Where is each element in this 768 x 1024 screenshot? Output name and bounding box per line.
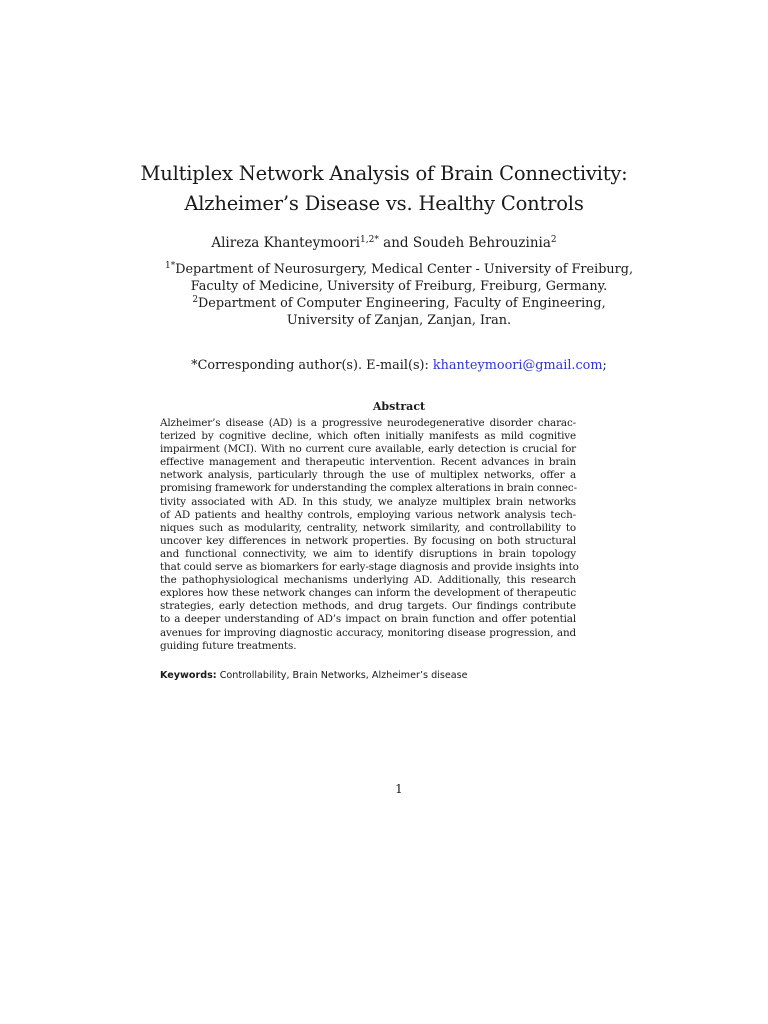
abstract-line: avenues for improving diagnostic accuracy, monitoring disease progression, and (160, 626, 576, 639)
abstract-line: of AD patients and healthy controls, employing various network analysis tech- (160, 508, 576, 521)
affiliation-2-line-2: University of Zanjan, Zanjan, Iran. (286, 313, 512, 328)
affiliation-1-line-2: Faculty of Medicine, University of Freiburg, Freiburg, Germany. (190, 279, 608, 294)
abstract-body (160, 417, 579, 653)
keywords (160, 669, 580, 682)
affiliations (0, 261, 768, 329)
abstract-line: impairment (MCI). With no current cure available, early detection is crucial for (160, 443, 576, 456)
abstract-line: effective management and therapeutic intervention. Recent advances in brain (160, 456, 576, 469)
abstract-line: niques such as modularity, centrality, network similarity, and controllability to (160, 521, 576, 534)
abstract-line: explores how these network changes can inform the development of therapeutic (160, 587, 576, 600)
abstract-line: the pathophysiological mechanisms underlying AD. Additionally, this research (160, 574, 576, 587)
abstract-line: promising framework for understanding the complex alterations in brain connec- (160, 482, 577, 495)
corresponding-suffix: ; (602, 358, 607, 373)
abstract-heading: Abstract (372, 400, 426, 413)
abstract-line: and functional connectivity, we aim to identify disruptions in brain topology (160, 547, 576, 560)
abstract-line: network analysis, particularly through the use of multiplex networks, offer a (160, 469, 576, 482)
abstract-line: uncover key differences in network properties. By focusing on both structural (160, 534, 576, 547)
abstract-line: guiding future treatments. (160, 639, 297, 652)
paper-title (0, 159, 768, 219)
author-list (0, 234, 768, 252)
corresponding-author (0, 357, 768, 374)
author-name-2: Soudeh Behrouzinia (412, 235, 551, 251)
keywords-label: Keywords: (160, 670, 217, 681)
keywords-text: Controllability, Brain Networks, Alzheimer’s disease (216, 670, 468, 681)
abstract-line: terized by cognitive decline, which often initially manifests as mild cognitive (160, 430, 576, 443)
abstract-line: strategies, early detection methods, and drug targets. Our findings contribute (160, 600, 576, 613)
abstract-line: tivity associated with AD. In this study, we analyze multiplex brain networks (160, 495, 576, 508)
author-conjunction: and (378, 235, 413, 251)
author-1-affiliation-marker: 1,2* (360, 235, 379, 245)
corresponding-label: *Corresponding author(s). E-mail(s): (191, 358, 433, 373)
abstract-line: to a deeper understanding of AD’s impact on brain function and offer potential (160, 613, 576, 626)
title-line-1: Multiplex Network Analysis of Brain Connectivity: (140, 162, 628, 185)
abstract-line: that could serve as biomarkers for early-stage diagnosis and provide insights into (160, 561, 579, 574)
email-link[interactable]: khanteymoori@gmail.com (432, 358, 603, 373)
page-number: 1 (395, 782, 403, 796)
affiliation-1-marker: 1* (164, 261, 176, 271)
title-line-2: Alzheimer’s Disease vs. Healthy Controls (184, 192, 584, 215)
affiliation-2-marker: 2 (192, 295, 199, 305)
affiliation-2-text-1: Department of Computer Engineering, Faculty of Engineering, (198, 296, 606, 311)
affiliation-1-text-1: Department of Neurosurgery, Medical Center - University of Freiburg, (175, 262, 634, 277)
author-2-affiliation-marker: 2 (550, 235, 557, 245)
affiliation-2-line-1 (30, 295, 768, 312)
affiliation-1-line-1 (30, 261, 768, 278)
author-name-1: Alireza Khanteymoori (211, 235, 361, 251)
abstract-line: Alzheimer’s disease (AD) is a progressive neurodegenerative disorder charac- (160, 417, 576, 429)
